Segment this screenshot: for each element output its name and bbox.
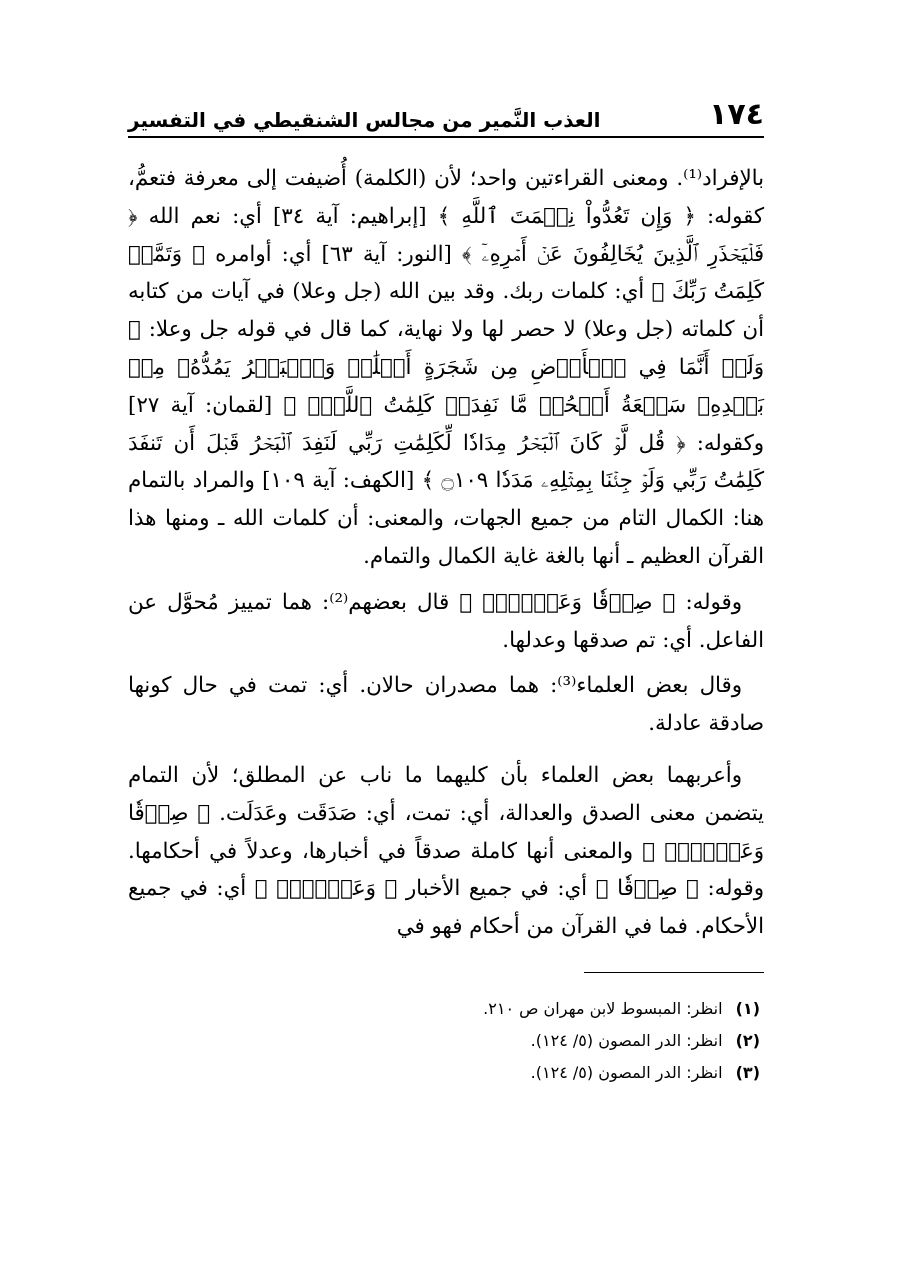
footnote-separator xyxy=(584,972,764,973)
footnote-number: (١) xyxy=(735,998,760,1018)
footnote-1 xyxy=(128,993,764,1025)
paragraph-1: بالإفراد⁽¹⁾. ومعنى القراءتين واحد؛ لأن (الكلمة) أُضيفت إلى معرفة فتعمُّ، كقوله: ﴿ وَإِن تَعُدُّواْ نِعۡمَتَ ٱللَّهِ ﴾ [إبراهيم: آية ٣٤] أي: نعم الله ﴿ فَلۡيَحۡذَرِ ٱلَّذِينَ يُخَالِفُونَ عَنۡ أَمۡرِهِۦٓ ﴾ [النور: آية ٦٣] أي: أوامره ﴿ وَتَمَّتۡ كَلِمَتُ رَبِّكَ ﴾ أي: كلمات ربك. وقد بين الله (جل وعلا) في آيات من كتابه أن كلماته (جل وعلا) لا حصر لها ولا نهاية، كما قال في قوله جل وعلا: ﴿ وَلَوۡ أَنَّمَا فِي ٱلۡأَرۡضِ مِن شَجَرَةٍ أَقۡلَٰمٞ وَٱلۡبَحۡرُ يَمُدُّهُۥ مِنۢ بَعۡدِهِۦ سَبۡعَةُ أَبۡحُرٖ مَّا نَفِدَتۡ كَلِمَٰتُ ٱللَّهِۗ ﴾ [لقمان: آية ٢٧] وكقوله: ﴿ قُل لَّوۡ كَانَ ٱلۡبَحۡرُ مِدَادٗا لِّكَلِمَٰتِ رَبِّي لَنَفِدَ ٱلۡبَحۡرُ قَبۡلَ أَن تَنفَدَ كَلِمَٰتُ رَبِّي وَلَوۡ جِئۡنَا بِمِثۡلِهِۦ مَدَدٗا ۝١٠٩ ﴾ [الكهف: آية ١٠٩] والمراد بالتمام هنا: الكمال التام من جميع الجهات، والمعنى: أن كلمات الله ـ ومنها هذا القرآن العظيم ـ أنها بالغة غاية الكمال والتمام. xyxy=(128,166,764,569)
footnote-text: انظر: الدر المصون (٥/ ١٢٤). xyxy=(530,1062,723,1082)
footnote-3 xyxy=(128,1057,764,1089)
paragraph-2: وقوله: ﴿ صِدۡقٗا وَعَدۡلٗاۚ ﴾ قال بعضهم⁽²⁾: هما تمييز مُحوَّل عن الفاعل. أي: تم صدقها وعدلها. xyxy=(128,589,764,653)
footnote-text: انظر: المبسوط لابن مهران ص ٢١٠. xyxy=(483,998,723,1018)
footnotes xyxy=(128,993,764,1089)
book-page xyxy=(128,88,764,1089)
page-number: ١٧٤ xyxy=(709,97,764,132)
footnote-2 xyxy=(128,1025,764,1057)
footnote-number: (٣) xyxy=(735,1062,760,1082)
header-title: العذب النَّمير من مجالس الشنقيطي في التفسير xyxy=(128,108,601,132)
paragraph-3: وقال بعض العلماء⁽³⁾: هما مصدران حالان. أي: تمت في حال كونها صادقة عادلة. xyxy=(128,673,764,737)
body-text xyxy=(128,160,764,946)
running-header xyxy=(128,88,764,138)
paragraph-4: وأعربهما بعض العلماء بأن كليهما ما ناب عن المطلق؛ لأن التمام يتضمن معنى الصدق والعدالة، أي: تمت، أي: صَدَقَت وعَدَلَت. ﴿ صِدۡقٗا وَعَدۡلٗاۚ ﴾ والمعنى أنها كاملة صدقاً في أخبارها، وعدلاً في أحكامها. وقوله: ﴿ صِدۡقٗا ﴾ أي: في جميع الأخبار ﴿ وَعَدۡلٗاۚ ﴾ أي: في جميع الأحكام. فما في القرآن من أحكام فهو في xyxy=(128,762,764,940)
footnote-text: انظر: الدر المصون (٥/ ١٢٤). xyxy=(530,1030,723,1050)
footnote-number: (٢) xyxy=(735,1030,760,1050)
